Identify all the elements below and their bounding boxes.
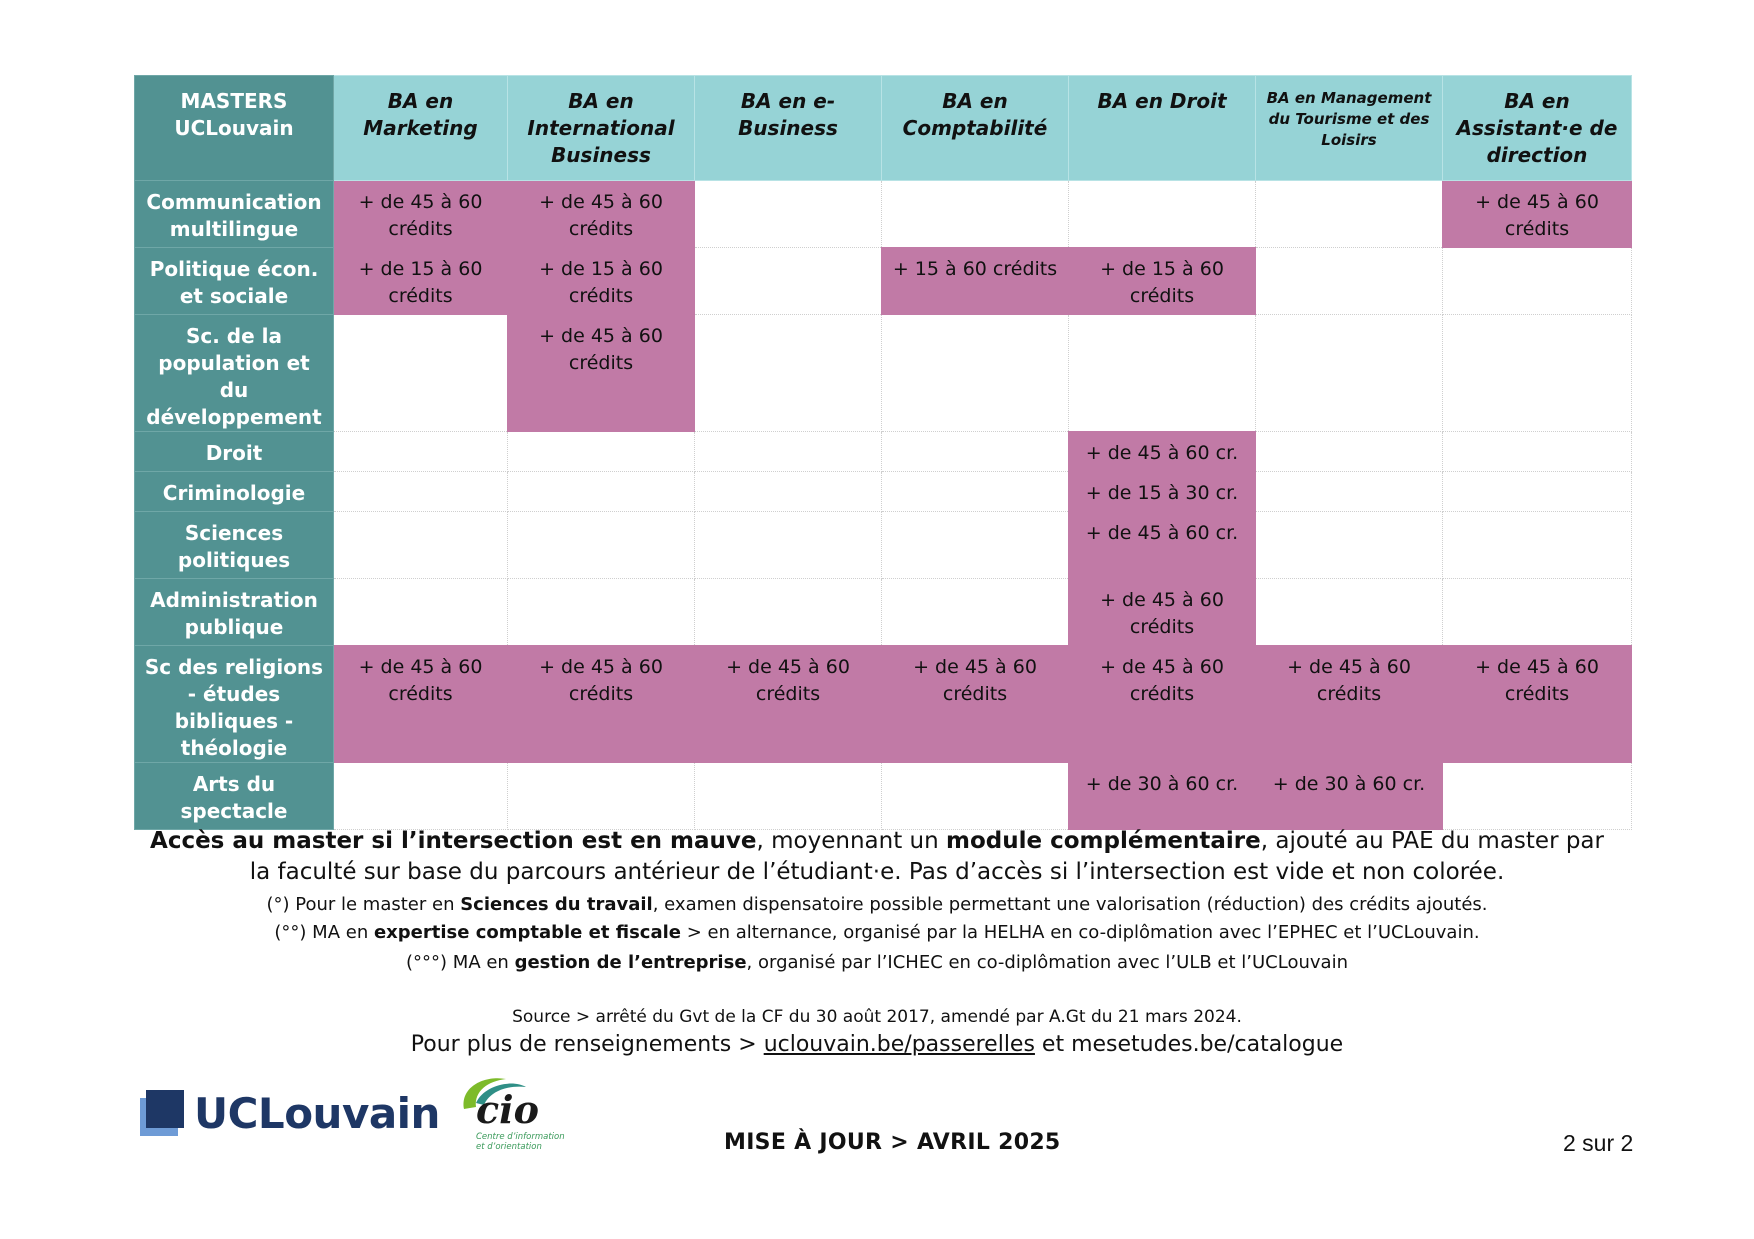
row-header: Politique écon. et sociale	[135, 248, 334, 315]
uclouvain-logo	[140, 1084, 440, 1142]
access-note	[0, 826, 1754, 888]
empty-cell	[882, 432, 1069, 472]
empty-cell	[1069, 181, 1256, 248]
empty-cell	[1256, 248, 1443, 315]
footnote-1	[0, 891, 1754, 919]
empty-cell	[334, 579, 508, 646]
masters-corner-header: MASTERS UCLouvain	[135, 76, 334, 181]
table-row	[135, 315, 1632, 432]
empty-cell	[1443, 315, 1632, 432]
table-row	[135, 579, 1632, 646]
access-rule-text: , moyennant un	[756, 828, 946, 854]
table-row	[135, 248, 1632, 315]
empty-cell	[695, 472, 882, 512]
table-row	[135, 512, 1632, 579]
empty-cell	[1443, 512, 1632, 579]
access-rule-bold: Accès au master si l’intersection est en mauve	[150, 828, 757, 854]
access-cell: + de 45 à 60 crédits	[1443, 181, 1632, 248]
footnote-2	[0, 919, 1754, 947]
access-cell: + de 15 à 60 crédits	[508, 248, 695, 315]
footnote-text: (°°°) MA en	[406, 952, 515, 973]
cio-logo-text: cio	[476, 1087, 539, 1132]
empty-cell	[882, 315, 1069, 432]
access-cell: + de 45 à 60 crédits	[1069, 579, 1256, 646]
access-cell: + de 45 à 60 crédits	[882, 646, 1069, 763]
uclouvain-logo-mark	[140, 1090, 184, 1136]
column-header: BA en Marketing	[334, 76, 508, 181]
access-cell: + de 30 à 60 cr.	[1256, 763, 1443, 830]
column-header: BA en Assistant·e de direction	[1443, 76, 1632, 181]
access-cell: + de 45 à 60 crédits	[1443, 646, 1632, 763]
access-cell: + de 45 à 60 crédits	[334, 646, 508, 763]
footnote-text: (°) Pour le master en	[266, 894, 461, 915]
empty-cell	[334, 315, 508, 432]
access-cell: + de 15 à 30 cr.	[1069, 472, 1256, 512]
empty-cell	[508, 512, 695, 579]
empty-cell	[882, 763, 1069, 830]
empty-cell	[695, 248, 882, 315]
empty-cell	[334, 432, 508, 472]
table-row	[135, 472, 1632, 512]
access-cell: + de 45 à 60 crédits	[1069, 646, 1256, 763]
footnote-bold: gestion de l’entreprise	[514, 952, 747, 973]
column-header: BA en e-Business	[695, 76, 882, 181]
more-info-line	[0, 1030, 1754, 1060]
empty-cell	[334, 512, 508, 579]
column-header: BA en Management du Tourisme et des Loisirs	[1256, 76, 1443, 181]
source-line: Source > arrêté du Gvt de la CF du 30 août 2017, amendé par A.Gt du 21 mars 2024.	[512, 1007, 1242, 1027]
empty-cell	[508, 472, 695, 512]
row-header: Arts du spectacle	[135, 763, 334, 830]
access-cell: + de 30 à 60 cr.	[1069, 763, 1256, 830]
footnote-bold: Sciences du travail	[460, 894, 653, 915]
row-header: Criminologie	[135, 472, 334, 512]
table-row	[135, 181, 1632, 248]
access-cell: + de 45 à 60 cr.	[1069, 512, 1256, 579]
empty-cell	[695, 579, 882, 646]
cio-logo	[454, 1073, 574, 1157]
access-cell: + de 15 à 60 crédits	[1069, 248, 1256, 315]
access-cell: + de 45 à 60 crédits	[1256, 646, 1443, 763]
access-cell: + de 45 à 60 crédits	[334, 181, 508, 248]
empty-cell	[882, 579, 1069, 646]
table-row	[135, 432, 1632, 472]
empty-cell	[1256, 432, 1443, 472]
footnote-3	[0, 949, 1754, 977]
row-header: Sciences politiques	[135, 512, 334, 579]
footnote-text: (°°) MA en	[274, 922, 374, 943]
access-cell: + de 45 à 60 crédits	[508, 181, 695, 248]
empty-cell	[1256, 472, 1443, 512]
page-number: 2 sur 2	[1563, 1130, 1634, 1156]
empty-cell	[882, 472, 1069, 512]
empty-cell	[1443, 472, 1632, 512]
footnote-text: > en alternance, organisé par la HELHA en co-diplômation avec l’EPHEC et l’UCLouvain.	[681, 922, 1480, 943]
access-cell: + de 15 à 60 crédits	[334, 248, 508, 315]
empty-cell	[1069, 315, 1256, 432]
empty-cell	[508, 579, 695, 646]
empty-cell	[508, 763, 695, 830]
cio-tagline: Centre d’information	[476, 1132, 565, 1142]
empty-cell	[882, 512, 1069, 579]
empty-cell	[1256, 512, 1443, 579]
more-info-mid: et	[1034, 1032, 1072, 1057]
access-cell: + 15 à 60 crédits	[882, 248, 1069, 315]
row-header: Administration publique	[135, 579, 334, 646]
access-cell: + de 45 à 60 crédits	[695, 646, 882, 763]
access-note-line-1	[0, 826, 1754, 857]
table-row	[135, 646, 1632, 763]
footnote-bold: expertise comptable et fiscale	[373, 922, 681, 943]
row-header: Sc des religions - études bibliques - théologie	[135, 646, 334, 763]
row-header: Sc. de la population et du développement	[135, 315, 334, 432]
column-header: BA en Comptabilité	[882, 76, 1069, 181]
empty-cell	[1256, 579, 1443, 646]
footnote-text: , organisé par l’ICHEC en co-diplômation avec l’ULB et l’UCLouvain	[746, 952, 1348, 973]
empty-cell	[695, 315, 882, 432]
access-rule-text: , ajouté au PAE du master par	[1260, 828, 1604, 854]
access-cell: + de 45 à 60 crédits	[508, 315, 695, 432]
access-cell: + de 45 à 60 crédits	[508, 646, 695, 763]
empty-cell	[1443, 579, 1632, 646]
table-body	[135, 181, 1632, 830]
empty-cell	[334, 472, 508, 512]
passerelles-link[interactable]: uclouvain.be/passerelles	[763, 1032, 1035, 1057]
empty-cell	[1256, 181, 1443, 248]
column-header: BA en International Business	[508, 76, 695, 181]
column-header: BA en Droit	[1069, 76, 1256, 181]
more-info-prefix: Pour plus de renseignements >	[410, 1032, 764, 1057]
catalogue-link[interactable]: mesetudes.be/catalogue	[1071, 1032, 1344, 1057]
empty-cell	[695, 512, 882, 579]
passerelles-table	[134, 75, 1632, 830]
cio-tagline: et d’orientation	[476, 1142, 542, 1152]
empty-cell	[1443, 432, 1632, 472]
access-note-line-2: la faculté sur base du parcours antérieur de l’étudiant·e. Pas d’accès si l’intersection est vide et non colorée.	[249, 859, 1505, 885]
empty-cell	[1443, 763, 1632, 830]
empty-cell	[1443, 248, 1632, 315]
row-header: Communication multilingue	[135, 181, 334, 248]
empty-cell	[695, 181, 882, 248]
table-row	[135, 763, 1632, 830]
row-header: Droit	[135, 432, 334, 472]
empty-cell	[334, 763, 508, 830]
empty-cell	[508, 432, 695, 472]
empty-cell	[882, 181, 1069, 248]
update-date: MISE À JOUR > AVRIL 2025	[724, 1130, 1061, 1155]
footnote-text: , examen dispensatoire possible permettant une valorisation (réduction) des crédits ajoutés.	[652, 894, 1488, 915]
empty-cell	[695, 763, 882, 830]
module-bold: module complémentaire	[946, 828, 1261, 854]
empty-cell	[1256, 315, 1443, 432]
empty-cell	[695, 432, 882, 472]
uclouvain-logo-text: UCLouvain	[194, 1088, 440, 1138]
access-cell: + de 45 à 60 cr.	[1069, 432, 1256, 472]
table-header-row	[135, 76, 1632, 181]
